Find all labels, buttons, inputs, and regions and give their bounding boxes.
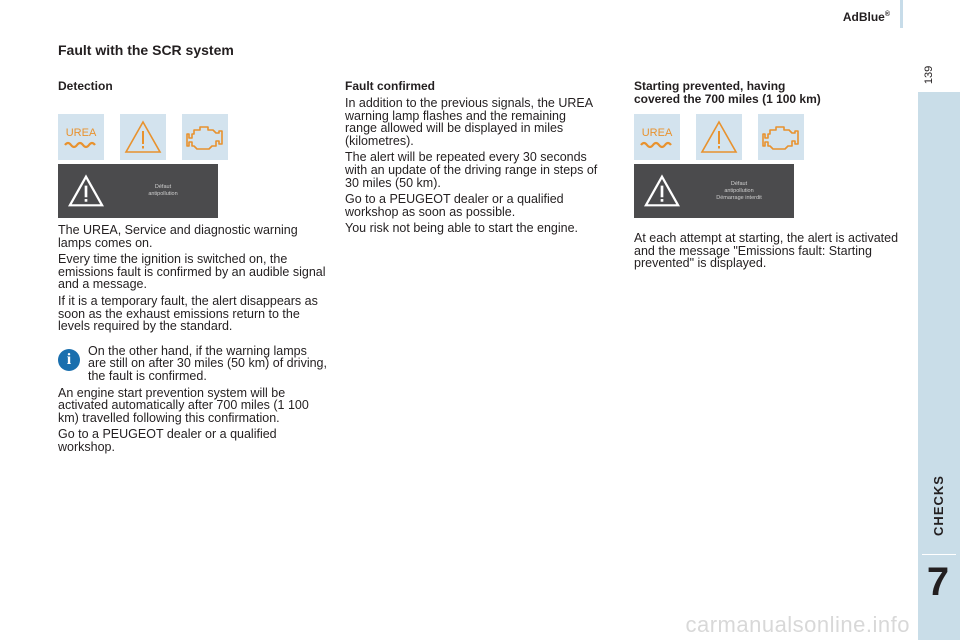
starting-prevented-column <box>634 80 904 274</box>
section-title: Fault with the SCR system <box>58 42 234 58</box>
warning-lamp-row <box>634 114 904 160</box>
svg-text:UREA: UREA <box>641 127 673 139</box>
detection-heading: Detection <box>58 79 113 93</box>
paragraph: Every time the ignition is switched on, the emissions fault is confirmed by an audible signal and a message. <box>58 252 326 292</box>
warning-triangle-icon <box>68 174 104 208</box>
paragraph: If it is a temporary fault, the alert disappears as soon as the exhaust emissions return to the levels required by the standard. <box>58 293 318 334</box>
message-display <box>634 164 794 218</box>
fault-confirmed-heading: Fault confirmed <box>345 79 436 93</box>
info-note <box>58 345 328 383</box>
paragraph: In addition to the previous signals, the UREA warning lamp flashes and the remaining range allowed will be displayed in miles (kilometres). <box>345 96 593 148</box>
display-message: Défaut antipollution <box>148 184 178 197</box>
paragraph: An engine start prevention system will be activated automatically after 700 miles (1 100 km) travelled following this confirmation. <box>58 385 309 425</box>
info-text: On the other hand, if the warning lamps are still on after 30 miles (50 km) of driving, the fault is confirmed. <box>88 343 327 383</box>
page-number: 139 <box>923 65 935 85</box>
engine-diagnostic-icon <box>182 114 228 160</box>
chapter-side-tab <box>918 92 960 640</box>
paragraph: The alert will be repeated every 30 seconds with an update of the driving range in steps of 30 miles (50 km). <box>345 150 598 190</box>
message-display <box>58 164 218 218</box>
header-rule <box>900 0 903 28</box>
warning-lamp-row <box>58 114 328 160</box>
warning-triangle-icon <box>696 114 742 160</box>
paragraph: The UREA, Service and diagnostic warning lamps comes on. <box>58 223 298 250</box>
detection-column <box>58 80 328 458</box>
chapter-number: 7 <box>926 560 950 604</box>
fault-confirmed-column <box>345 80 600 239</box>
warning-triangle-icon <box>120 114 166 160</box>
svg-text:UREA: UREA <box>65 127 97 139</box>
page-header-title: AdBlue® <box>842 10 890 24</box>
engine-diagnostic-icon <box>758 114 804 160</box>
urea-warning-icon <box>634 114 680 160</box>
chapter-divider <box>922 554 956 555</box>
warning-triangle-icon <box>644 174 680 208</box>
urea-warning-icon <box>58 114 104 160</box>
display-message: Défaut antipollution Démarrage interdit <box>716 180 762 201</box>
paragraph: You risk not being able to start the engine. <box>345 221 579 236</box>
paragraph: Go to a PEUGEOT dealer or a qualified workshop as soon as possible. <box>345 192 564 219</box>
paragraph: At each attempt at starting, the alert is activated and the message "Emissions fault: Starting prevented" is displayed. <box>634 231 899 271</box>
info-icon: i <box>58 349 80 371</box>
chapter-label: CHECKS <box>930 474 946 536</box>
starting-prevented-heading: Starting prevented, having covered the 700 miles (1 100 km) <box>634 79 821 106</box>
watermark: carmanualsonline.info <box>685 612 910 637</box>
paragraph: Go to a PEUGEOT dealer or a qualified workshop. <box>58 427 277 454</box>
